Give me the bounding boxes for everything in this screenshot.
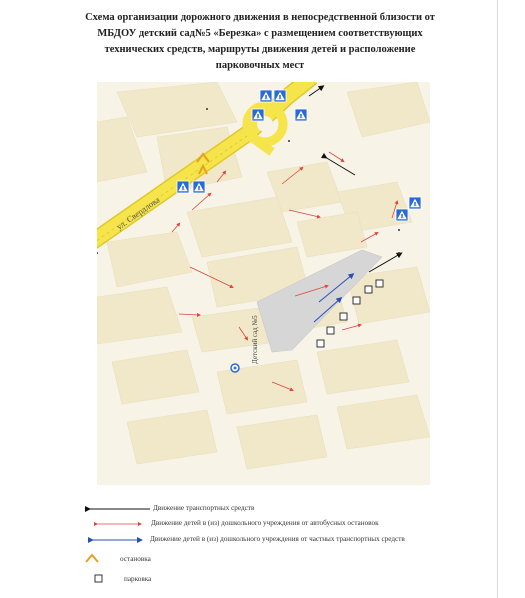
document-title [60, 10, 460, 74]
legend-children-bus-label: Движение детей в (из) дошкольного учреждения от автобусных остановок [151, 519, 379, 527]
block [337, 395, 430, 449]
block [347, 82, 430, 137]
building-label: Детский сад №5 [251, 315, 259, 364]
children-bus-arrow [289, 210, 319, 217]
title-line: технических средств, маршруты движения детей и расположение [104, 44, 416, 55]
bus-stop-icon [86, 555, 98, 562]
block [97, 287, 182, 344]
pedestrian-crossing-icon [295, 109, 307, 121]
children-bus-arrow [172, 224, 179, 232]
pedestrian-crossing-icon [274, 90, 286, 102]
parking-icon [365, 286, 372, 293]
block [187, 197, 292, 257]
children-bus-arrow [342, 325, 360, 330]
legend-children-private-label: Движение детей в (из) дошкольного учреждения от частных транспортных средств [150, 535, 405, 543]
block [127, 410, 217, 464]
title-line: парковочных мест [215, 60, 305, 71]
pedestrian-crossing-icon [252, 109, 264, 121]
pedestrian-crossing-icon [396, 209, 408, 221]
block [317, 340, 409, 394]
legend-bus-stop-label: остановка [120, 555, 151, 563]
block [237, 415, 327, 469]
legend-parking-label: парковка [124, 575, 152, 583]
parking-icon [327, 327, 334, 334]
pedestrian-crossing-icon [193, 181, 205, 193]
title-line: Схема организации дорожного движения в непосредственной близости от [85, 12, 435, 23]
page-edge [497, 0, 498, 598]
parking-icon [317, 340, 324, 347]
pedestrian-crossing-icon [260, 90, 272, 102]
street-map [97, 82, 430, 485]
parking-icon [95, 575, 102, 582]
pedestrian-crossing-icon [409, 197, 421, 209]
children-bus-arrow [192, 194, 210, 210]
children-bus-arrow [179, 314, 199, 315]
parking-icon [340, 313, 347, 320]
block [297, 212, 367, 257]
parking-icon [353, 297, 360, 304]
map-drawing [97, 82, 430, 485]
street-label: ул. Свердлова [114, 194, 162, 232]
block [107, 232, 192, 287]
block [112, 350, 199, 404]
parking-icon [376, 280, 383, 287]
title-line: МБДОУ детский сад№5 «Березка» с размещением соответствующих [97, 28, 423, 39]
legend-vehicle-label: Движение транспортных средств [153, 504, 255, 512]
pedestrian-crossing-icon [177, 181, 189, 193]
children-bus-arrow [329, 152, 343, 161]
